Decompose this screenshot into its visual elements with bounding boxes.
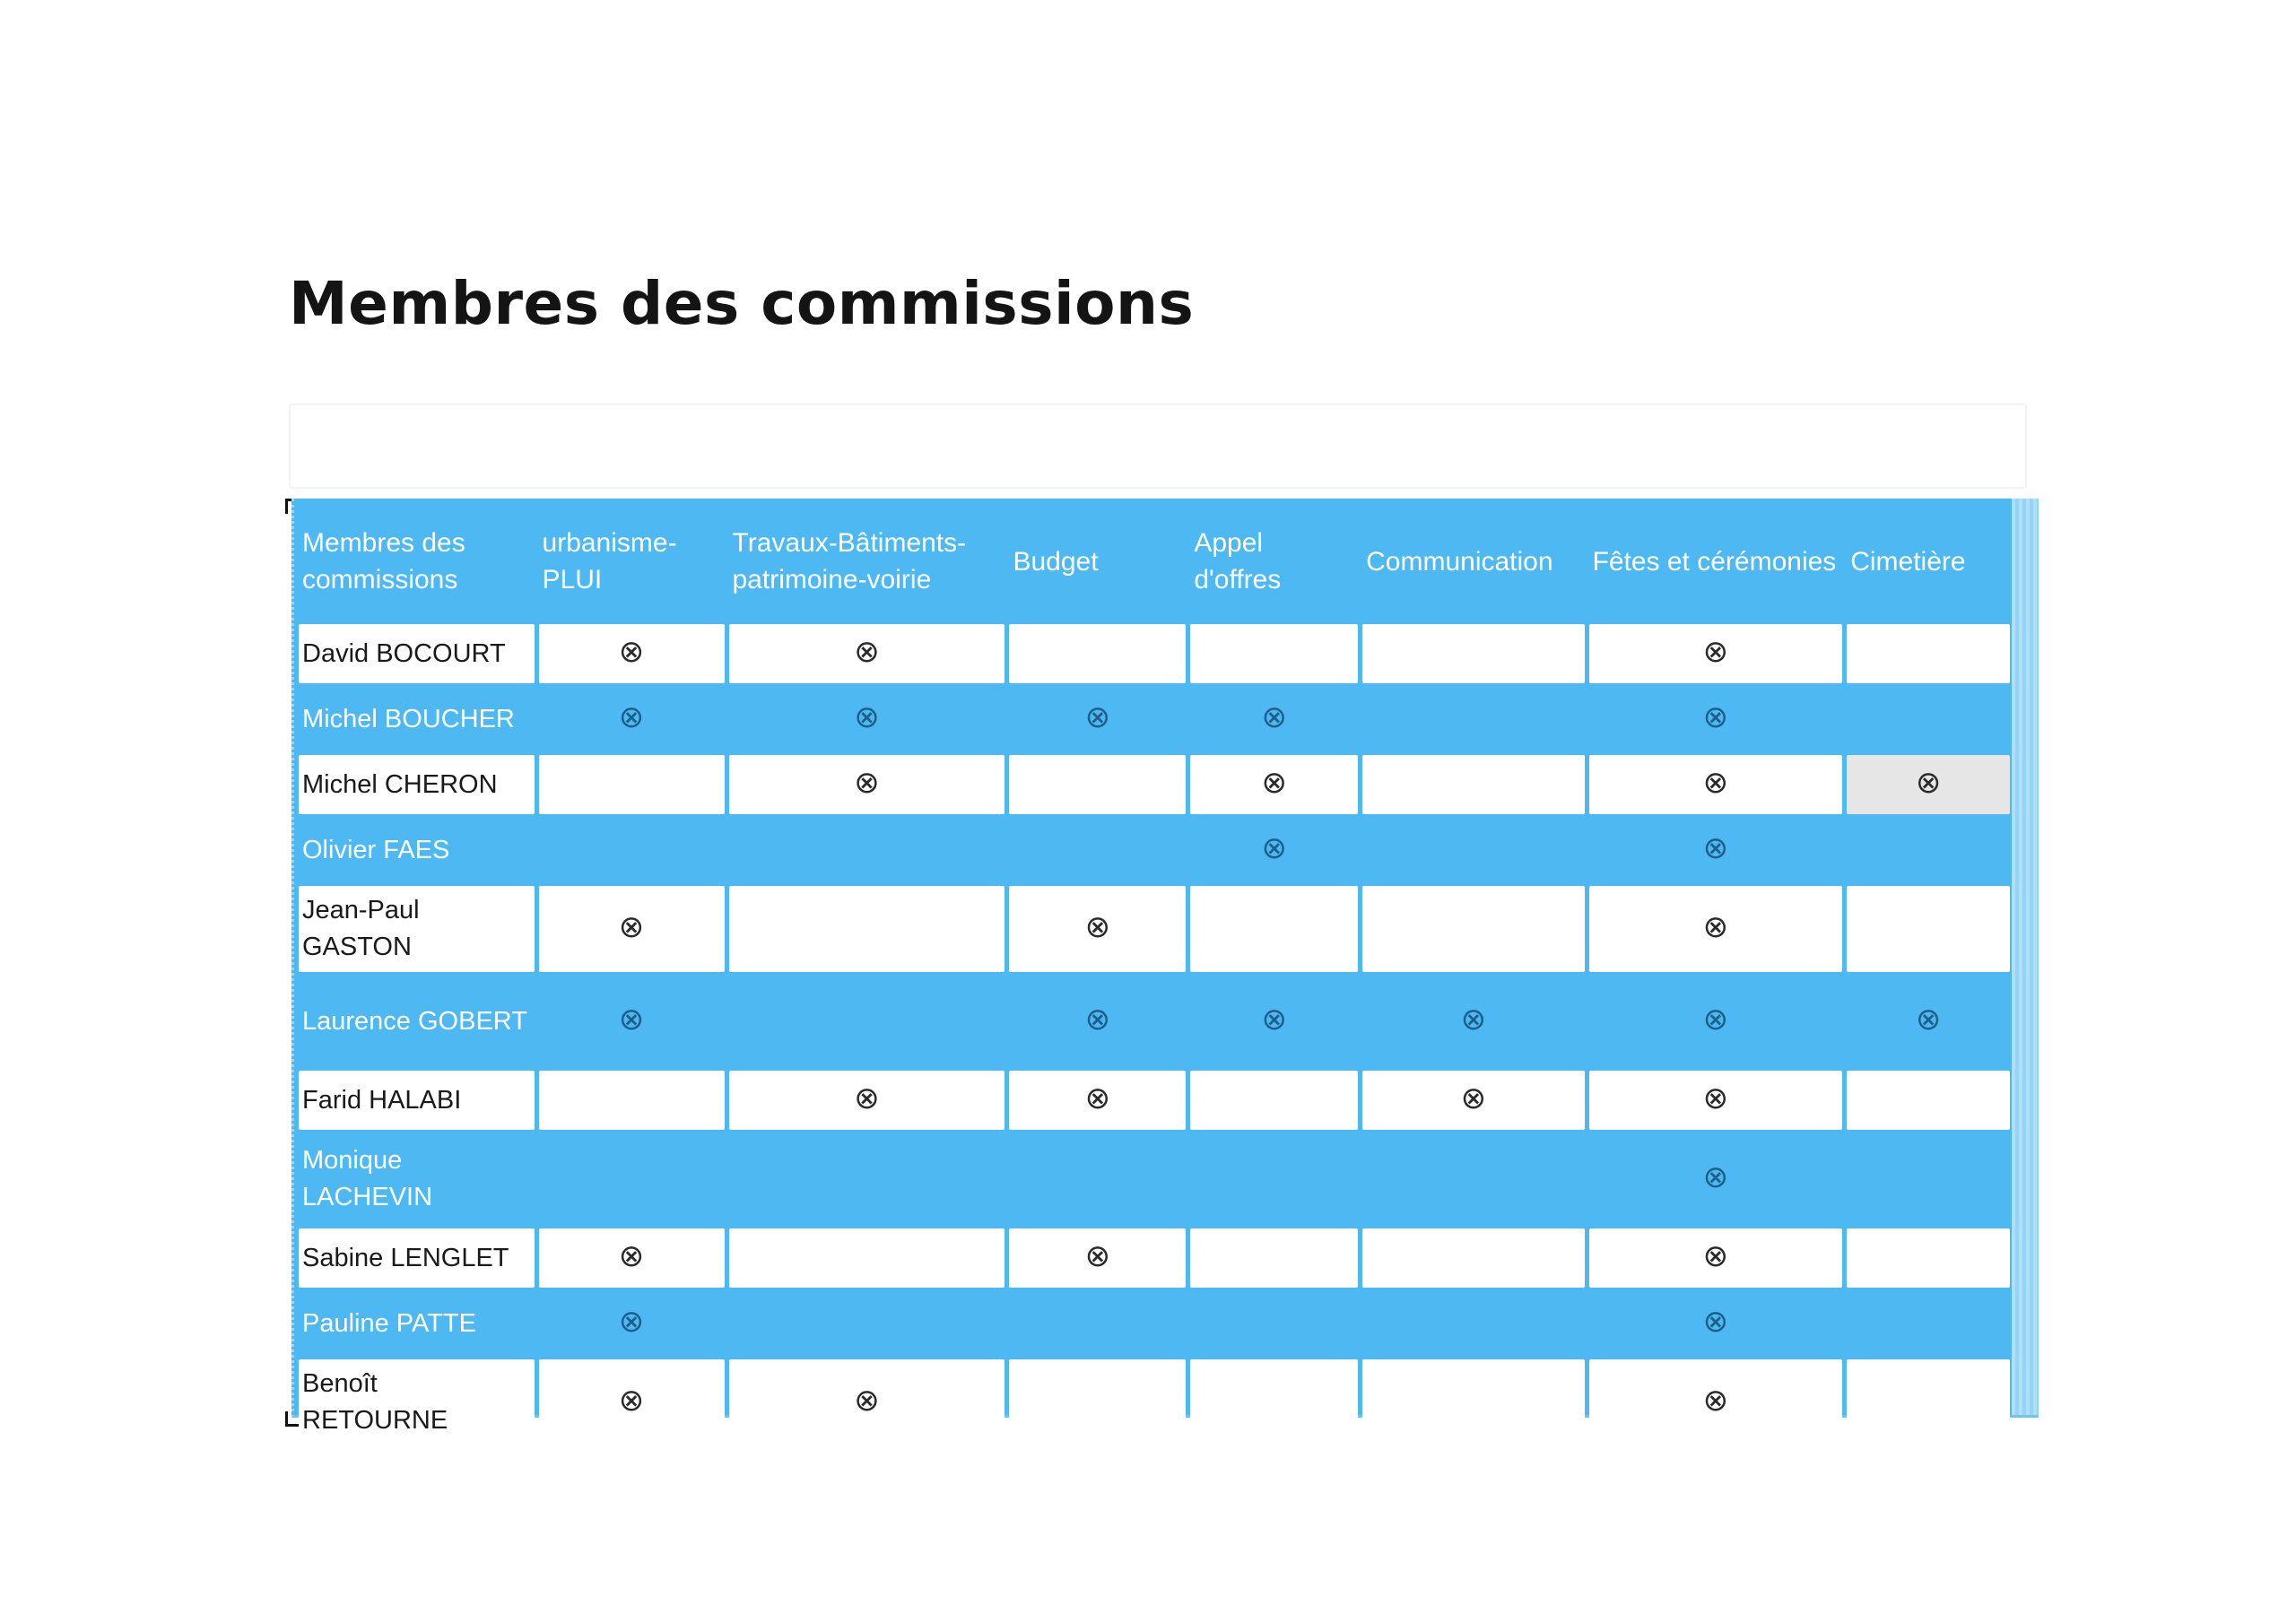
table-cell xyxy=(1847,1136,2010,1222)
table-cell xyxy=(1847,690,2010,749)
circled-x-icon: ⊗ xyxy=(854,633,880,670)
circled-x-icon: ⊗ xyxy=(1702,1237,1729,1274)
table-cell xyxy=(1589,978,1843,1064)
table-cell xyxy=(1589,886,1843,972)
header-travaux: Travaux-Bâtiments-patrimoine-voirie xyxy=(732,528,967,595)
circled-x-icon: ⊗ xyxy=(618,1382,645,1419)
table-cell xyxy=(539,1136,725,1222)
header-fetes: Fêtes et cérémonies xyxy=(1592,546,1837,577)
table-cell xyxy=(1362,978,1584,1064)
table-cell xyxy=(1589,624,1843,683)
table-cell xyxy=(539,755,725,814)
circled-x-icon: ⊗ xyxy=(1915,1001,1942,1037)
circled-x-icon: ⊗ xyxy=(1702,633,1729,670)
table-cell xyxy=(1362,1294,1584,1353)
table-cell xyxy=(1190,690,1358,749)
circled-x-icon: ⊗ xyxy=(1261,829,1287,866)
circled-x-icon: ⊗ xyxy=(1702,1303,1729,1340)
table-cell xyxy=(729,755,1005,814)
table-row xyxy=(299,1136,2010,1222)
table-cell xyxy=(1009,755,1186,814)
circled-x-icon: ⊗ xyxy=(1084,908,1111,945)
header-communication: Communication xyxy=(1366,546,1553,577)
circled-x-icon: ⊗ xyxy=(1702,1080,1729,1116)
table-cell xyxy=(1362,690,1584,749)
table-cell xyxy=(1589,1136,1843,1222)
member-name: Jean-Paul GASTON xyxy=(299,886,535,972)
header-cimetiere: Cimetière xyxy=(1850,546,1966,577)
table-cell xyxy=(1847,820,2010,880)
circled-x-icon: ⊗ xyxy=(1084,699,1111,735)
member-name: Olivier FAES xyxy=(302,835,450,864)
table-row xyxy=(299,820,2010,880)
table-cell xyxy=(1009,1359,1186,1445)
table-cell xyxy=(1847,1359,2010,1445)
header-members: Membres des commissions xyxy=(302,528,465,595)
table-cell xyxy=(1362,1071,1584,1130)
table-cell xyxy=(1009,690,1186,749)
table-row xyxy=(299,1071,2010,1130)
table-row xyxy=(299,624,2010,683)
table-cell xyxy=(729,1228,1005,1288)
member-name: Laurence GOBERT xyxy=(302,1006,527,1036)
page-title: Membres des commissions xyxy=(289,269,1195,338)
table-row xyxy=(299,1228,2010,1288)
member-name: Farid HALABI xyxy=(299,1071,535,1130)
table-cell xyxy=(1190,1071,1358,1130)
table-row xyxy=(299,1294,2010,1353)
circled-x-icon: ⊗ xyxy=(1084,1080,1111,1116)
header-urbanisme: urbanisme-PLUI xyxy=(542,528,677,595)
table-body xyxy=(299,624,2010,1445)
circled-x-icon: ⊗ xyxy=(1702,1159,1729,1195)
table-cell xyxy=(729,820,1005,880)
circled-x-icon: ⊗ xyxy=(618,1303,645,1340)
table-cell xyxy=(1589,1071,1843,1130)
table-cell xyxy=(1009,1071,1186,1130)
circled-x-icon: ⊗ xyxy=(1261,699,1287,735)
table-cell xyxy=(539,820,725,880)
table-cell xyxy=(1009,1294,1186,1353)
circled-x-icon: ⊗ xyxy=(1261,1001,1287,1037)
table-cell xyxy=(1009,820,1186,880)
table-cell xyxy=(1847,624,2010,683)
circled-x-icon: ⊗ xyxy=(854,699,880,735)
table-cell xyxy=(1009,1228,1186,1288)
table-cell xyxy=(729,690,1005,749)
table-row xyxy=(299,755,2010,814)
table-cell xyxy=(539,1228,725,1288)
member-name: Pauline PATTE xyxy=(302,1308,476,1338)
table-row xyxy=(299,1359,2010,1445)
table-cell xyxy=(1009,886,1186,972)
table-cell xyxy=(729,1071,1005,1130)
table-cell xyxy=(1589,1294,1843,1353)
circled-x-icon: ⊗ xyxy=(1702,1001,1729,1037)
member-name: Michel BOUCHER xyxy=(302,704,515,733)
circled-x-icon: ⊗ xyxy=(1702,829,1729,866)
table-cell xyxy=(539,978,725,1064)
table-cell xyxy=(1847,978,2010,1064)
table-cell xyxy=(1362,1359,1584,1445)
table-cell xyxy=(1190,1228,1358,1288)
table-cell xyxy=(1589,755,1843,814)
table-header-row xyxy=(299,505,2010,618)
header-appel-offres: Appel d'offres xyxy=(1194,528,1282,595)
circled-x-icon: ⊗ xyxy=(854,1080,880,1116)
circled-x-icon: ⊗ xyxy=(1702,699,1729,735)
table-cell xyxy=(1362,820,1584,880)
table-cell xyxy=(1190,886,1358,972)
table-cell xyxy=(539,624,725,683)
circled-x-icon: ⊗ xyxy=(1702,764,1729,801)
circled-x-icon: ⊗ xyxy=(618,699,645,735)
table-row xyxy=(299,978,2010,1064)
circled-x-icon: ⊗ xyxy=(618,908,645,945)
circled-x-icon: ⊗ xyxy=(854,764,880,801)
table-cell xyxy=(1362,886,1584,972)
table-cell xyxy=(1190,1294,1358,1353)
table-row xyxy=(299,690,2010,749)
table-cell xyxy=(1190,755,1358,814)
circled-x-icon: ⊗ xyxy=(618,633,645,670)
commissions-table-container xyxy=(291,499,2039,1435)
table-cell xyxy=(1847,1071,2010,1130)
table-cell xyxy=(1847,755,2010,814)
table-row xyxy=(299,886,2010,972)
circled-x-icon: ⊗ xyxy=(1460,1080,1487,1116)
table-cell xyxy=(1362,1228,1584,1288)
table-cell xyxy=(729,1359,1005,1445)
table-cell xyxy=(1847,886,2010,972)
table-cell xyxy=(539,690,725,749)
member-name: Benoît RETOURNE xyxy=(299,1359,535,1445)
circled-x-icon: ⊗ xyxy=(1261,764,1287,801)
circled-x-icon: ⊗ xyxy=(1460,1001,1487,1037)
table-cell xyxy=(1362,1136,1584,1222)
table-cell xyxy=(1362,755,1584,814)
circled-x-icon: ⊗ xyxy=(1702,1382,1729,1419)
table-cell xyxy=(539,886,725,972)
member-name: Michel CHERON xyxy=(299,755,535,814)
circled-x-icon: ⊗ xyxy=(854,1382,880,1419)
table-cell xyxy=(729,886,1005,972)
table-cell xyxy=(1190,1136,1358,1222)
table-cell xyxy=(729,1136,1005,1222)
table-cell xyxy=(729,624,1005,683)
circled-x-icon: ⊗ xyxy=(1915,764,1942,801)
table-cell xyxy=(729,978,1005,1064)
table-cell xyxy=(1589,820,1843,880)
table-cell xyxy=(1589,1228,1843,1288)
member-name: David BOCOURT xyxy=(299,624,535,683)
table-cell xyxy=(1190,624,1358,683)
table-cell xyxy=(1009,978,1186,1064)
circled-x-icon: ⊗ xyxy=(1084,1237,1111,1274)
circled-x-icon: ⊗ xyxy=(618,1237,645,1274)
table-cell xyxy=(1847,1294,2010,1353)
table-cell xyxy=(539,1359,725,1445)
circled-x-icon: ⊗ xyxy=(1702,908,1729,945)
table-cell xyxy=(1362,624,1584,683)
table-cell xyxy=(1847,1228,2010,1288)
table-cell xyxy=(1009,1136,1186,1222)
empty-text-box xyxy=(289,404,2027,489)
table-cell xyxy=(539,1294,725,1353)
table-edge xyxy=(2012,499,2039,1415)
circled-x-icon: ⊗ xyxy=(1084,1001,1111,1037)
table-cell xyxy=(539,1071,725,1130)
member-name: Monique LACHEVIN xyxy=(302,1146,433,1211)
header-budget: Budget xyxy=(1013,546,1099,577)
member-name: Sabine LENGLET xyxy=(299,1228,535,1288)
table-cell xyxy=(1589,1359,1843,1445)
circled-x-icon: ⊗ xyxy=(618,1001,645,1037)
table-cell xyxy=(1190,1359,1358,1445)
commissions-table xyxy=(294,499,2014,1452)
table-cell xyxy=(1009,624,1186,683)
table-cell xyxy=(1589,690,1843,749)
table-cell xyxy=(1190,820,1358,880)
table-cell xyxy=(1190,978,1358,1064)
table-cell xyxy=(729,1294,1005,1353)
